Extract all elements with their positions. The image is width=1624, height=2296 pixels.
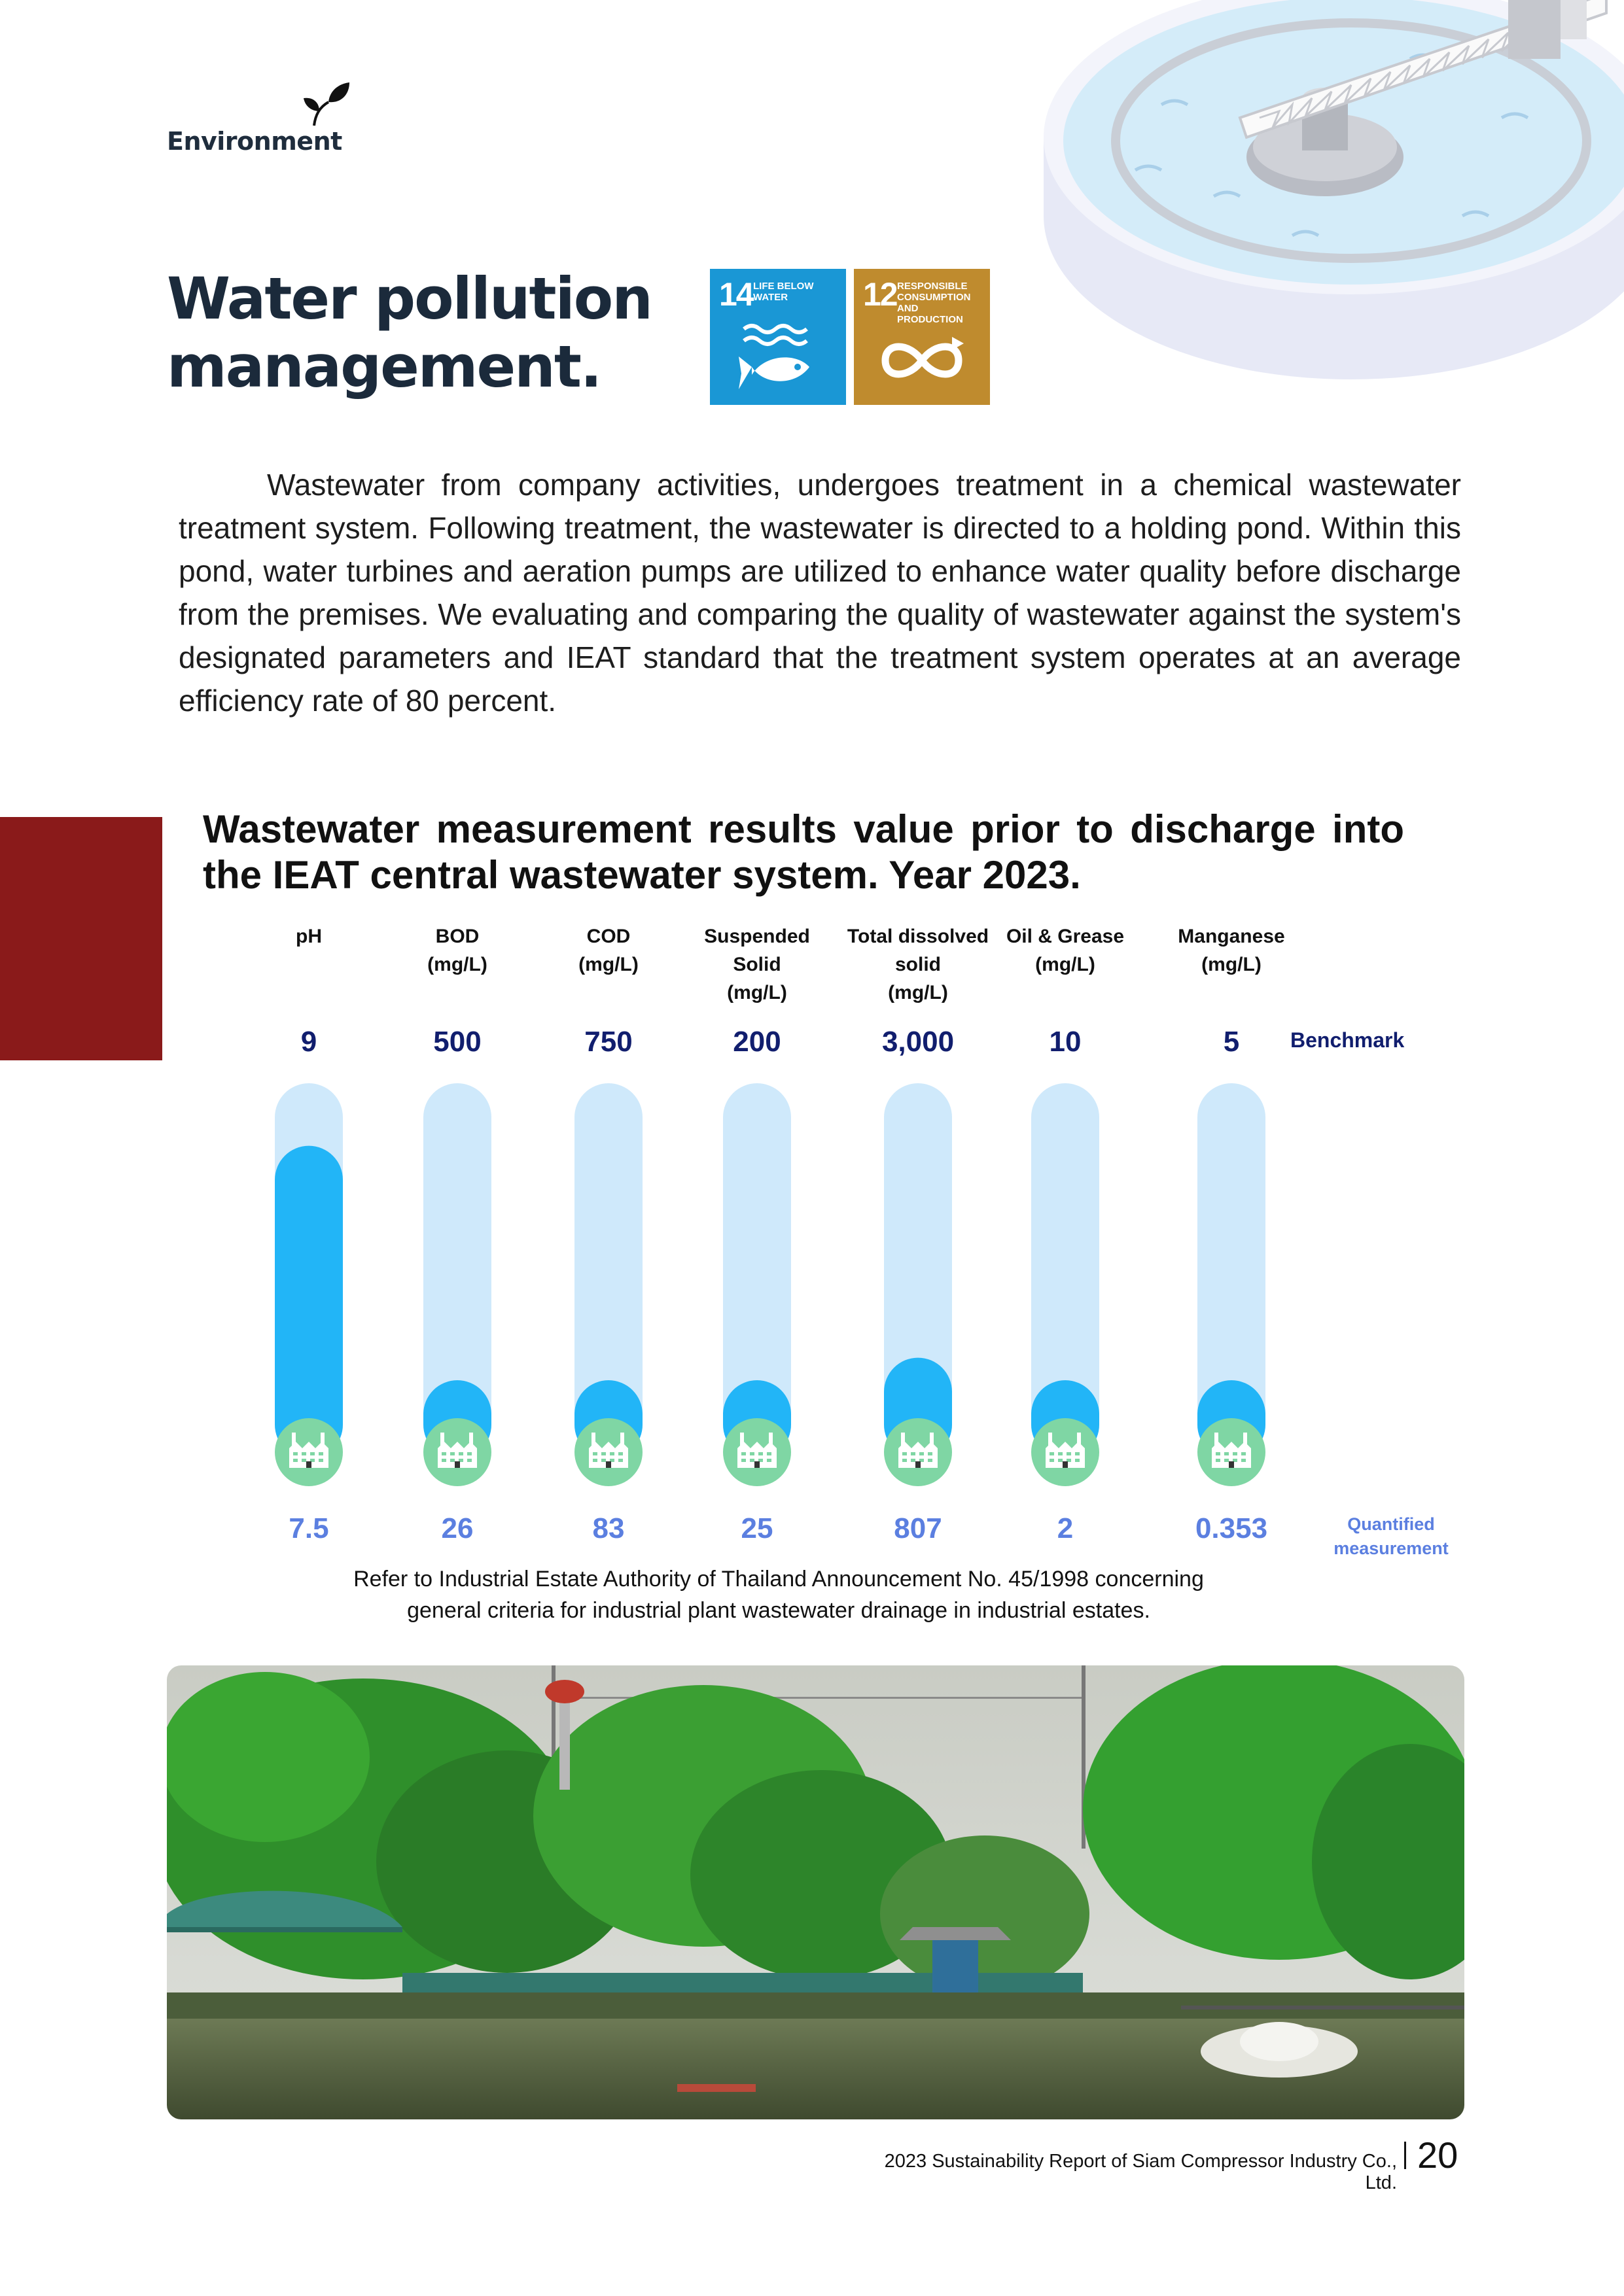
page-title-line-1: Water pollution [167, 265, 652, 332]
measurement-legend-line-1: Quantified [1347, 1514, 1435, 1534]
measurement-value: 26 [441, 1512, 474, 1544]
benchmark-value: 500 [433, 1026, 482, 1058]
chart-tube [574, 1083, 643, 1486]
footer-report-title: 2023 Sustainability Report of Siam Compressor Industry Co., Ltd. [884, 2151, 1397, 2193]
parameter-label-line: Manganese [1178, 926, 1285, 947]
measurement-value: 7.5 [289, 1512, 329, 1544]
chart-footnote [281, 1563, 1276, 1626]
intro-text: Wastewater from company activities, undergoes treatment in a chemical wastewater treatment system. Following treatment, the wastewater is directed to a holding pond. Within this pond, water turbines and aeration pumps are utilized to enhance water quality before discharge from the premises. We evaluating and comparing the quality of wastewater against the system's designated parameters and IEAT standard that the treatment system operates at an average efficiency rate of 80 percent. [179, 468, 1461, 718]
treatment-pond-photo [167, 1665, 1464, 2119]
footnote-line-2: general criteria for industrial plant wastewater drainage in industrial estates. [407, 1598, 1150, 1623]
sdg-number: 12 [863, 276, 897, 313]
parameter-label-line: Suspended [704, 926, 810, 947]
factory-icon [423, 1418, 491, 1486]
footer-separator [1404, 2142, 1406, 2169]
factory-icon [1031, 1418, 1099, 1486]
chart-heading: Wastewater measurement results value prior to discharge into the IEAT central wastewater system. Year 2023. [203, 807, 1404, 897]
measurement-bar [275, 1146, 343, 1459]
page-number: 20 [1417, 2134, 1458, 2176]
parameter-label-line: solid [894, 954, 941, 975]
measurement-value: 0.353 [1195, 1512, 1268, 1544]
sdg-number: 14 [719, 276, 753, 313]
parameter-label-line: (mg/L) [1035, 954, 1095, 975]
chart-tube [884, 1083, 952, 1486]
benchmark-value: 5 [1223, 1026, 1240, 1058]
parameter-label-line: Solid [733, 954, 781, 975]
section-label: Environment [167, 127, 342, 156]
chart-tube [1031, 1083, 1099, 1486]
factory-icon [574, 1418, 643, 1486]
factory-icon [1197, 1418, 1265, 1486]
benchmark-value: 3,000 [881, 1026, 955, 1058]
factory-icon [723, 1418, 791, 1486]
benchmark-value: 9 [300, 1026, 317, 1058]
sdg-label: LIFE BELOW WATER [753, 281, 814, 303]
measurement-value: 83 [592, 1512, 625, 1544]
measurement-value: 2 [1057, 1512, 1074, 1544]
parameter-label-line: (mg/L) [727, 982, 787, 1003]
footnote-line-1: Refer to Industrial Estate Authority of Thailand Announcement No. 45/1998 concerning [353, 1567, 1204, 1592]
parameter-label-line: BOD [435, 926, 480, 947]
factory-icon [884, 1418, 952, 1486]
benchmark-value: 200 [733, 1026, 781, 1058]
parameter-label-line: Total dissolved [847, 926, 989, 947]
measurement-legend-line-2: measurement [1333, 1539, 1449, 1558]
sdg-label: RESPONSIBLE CONSUMPTION AND PRODUCTION [897, 281, 971, 325]
factory-icon [275, 1418, 343, 1486]
parameter-label-line: Oil & Grease [1006, 926, 1125, 947]
chart-tube [275, 1083, 343, 1486]
chart-tube [423, 1083, 491, 1486]
benchmark-legend-label: Benchmark [1290, 1028, 1405, 1052]
parameter-label-line: (mg/L) [578, 954, 639, 975]
parameter-label-line: COD [586, 926, 631, 947]
parameter-label-line: (mg/L) [1201, 954, 1262, 975]
benchmark-value: 750 [584, 1026, 633, 1058]
parameter-label-line: pH [296, 926, 322, 947]
parameter-label-line: (mg/L) [427, 954, 487, 975]
measurement-value: 807 [894, 1512, 942, 1544]
chart-tube [1197, 1083, 1265, 1486]
parameter-label-line: (mg/L) [888, 982, 948, 1003]
measurement-value: 25 [741, 1512, 773, 1544]
chart-tube [723, 1083, 791, 1486]
page-title-line-2: management. [167, 333, 601, 400]
benchmark-value: 10 [1049, 1026, 1082, 1058]
measurement-legend-label [1320, 1512, 1462, 1561]
